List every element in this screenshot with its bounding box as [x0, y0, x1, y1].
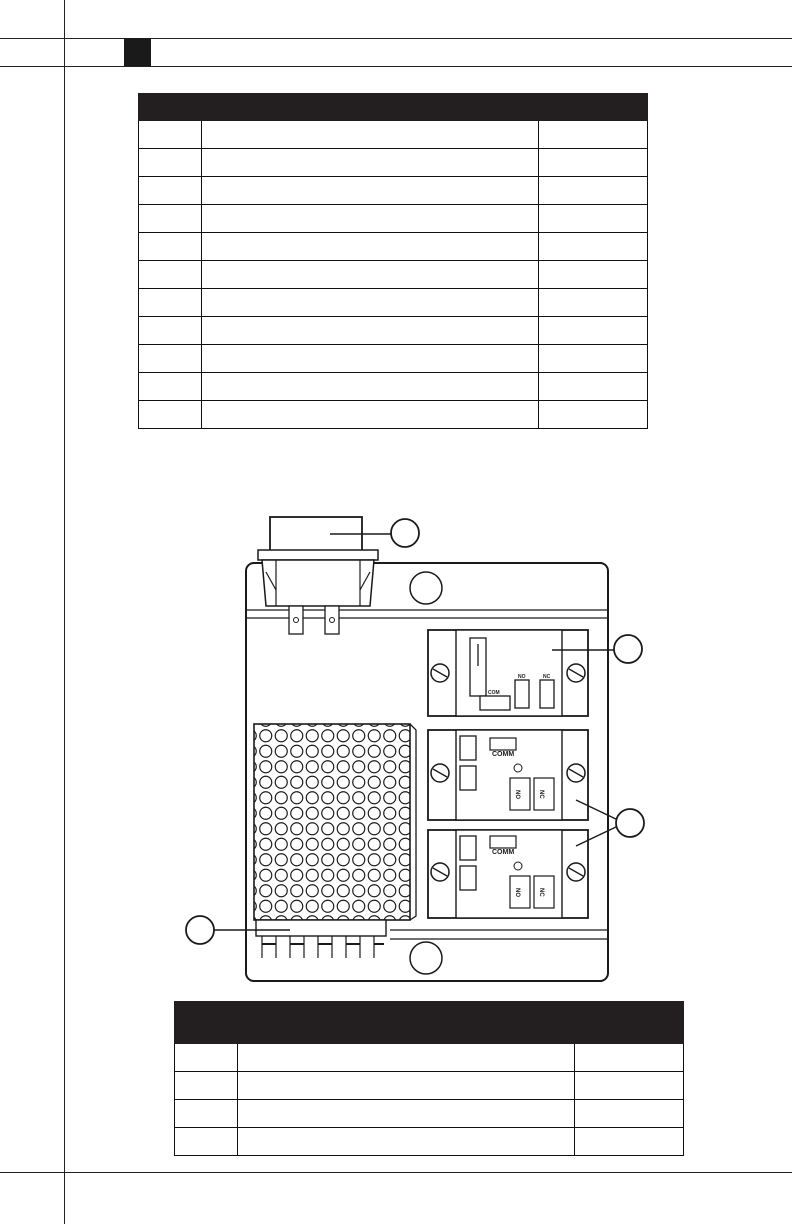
table-row [175, 1128, 684, 1156]
row-num [175, 1100, 238, 1128]
row-part [575, 1100, 684, 1128]
row-num [139, 121, 202, 149]
footer-rule [0, 1172, 792, 1173]
label-no: NO [518, 674, 526, 680]
table-row [139, 289, 648, 317]
row-description [202, 205, 539, 233]
header-num [175, 1002, 238, 1044]
mounting-hole-top [410, 572, 442, 604]
header-num [139, 94, 202, 121]
label-com: COM [488, 690, 500, 696]
table-row [139, 317, 648, 345]
row-description [202, 373, 539, 401]
table-row [139, 177, 648, 205]
top-rule [0, 38, 792, 39]
table-row [175, 1044, 684, 1072]
row-part [539, 233, 648, 261]
row-part [539, 317, 648, 345]
row-description [202, 345, 539, 373]
row-part [575, 1072, 684, 1100]
row-part [539, 401, 648, 429]
label-no: NO [514, 888, 520, 897]
row-part [539, 289, 648, 317]
row-part [539, 261, 648, 289]
table-row [139, 373, 648, 401]
table-row [139, 233, 648, 261]
row-num [139, 373, 202, 401]
relay-module-middle [428, 730, 588, 820]
row-num [139, 317, 202, 345]
header-description [238, 1002, 575, 1044]
relay-module-bottom [428, 830, 588, 918]
row-description [202, 317, 539, 345]
section-tab [124, 38, 151, 66]
row-num [139, 149, 202, 177]
row-description [238, 1128, 575, 1156]
table-row [139, 149, 648, 177]
mounting-hole-bottom [410, 942, 442, 974]
row-num [139, 261, 202, 289]
label-nc: NC [538, 888, 544, 897]
parts-table-bottom [174, 1001, 684, 1156]
row-description [238, 1044, 575, 1072]
table-row [139, 345, 648, 373]
row-num [139, 177, 202, 205]
row-part [539, 121, 648, 149]
row-num [139, 401, 202, 429]
row-num [175, 1128, 238, 1156]
table-row [139, 121, 648, 149]
label-comm: COMM [492, 849, 515, 856]
row-part [575, 1128, 684, 1156]
header-bottom-rule [0, 66, 792, 67]
row-description [202, 289, 539, 317]
table-row [139, 401, 648, 429]
relay-board-diagram [0, 505, 792, 995]
row-description [202, 261, 539, 289]
row-description [202, 121, 539, 149]
table-row [175, 1100, 684, 1128]
label-nc: NC [538, 790, 544, 799]
table-row [139, 205, 648, 233]
row-part [575, 1044, 684, 1072]
row-num [139, 205, 202, 233]
row-part [539, 177, 648, 205]
row-num [139, 233, 202, 261]
header-part [539, 94, 648, 121]
label-nc: NC [543, 674, 551, 680]
row-part [539, 345, 648, 373]
parts-table-top [138, 93, 648, 429]
row-num [175, 1044, 238, 1072]
row-description [202, 401, 539, 429]
table-header-row [139, 94, 648, 121]
row-description [238, 1100, 575, 1128]
row-description [202, 233, 539, 261]
row-description [238, 1072, 575, 1100]
label-comm: COMM [492, 751, 515, 758]
table-row [175, 1072, 684, 1100]
row-part [539, 205, 648, 233]
row-part [539, 149, 648, 177]
row-num [139, 345, 202, 373]
header-description [202, 94, 539, 121]
header-part [575, 1002, 684, 1044]
table-row [139, 261, 648, 289]
label-no: NO [514, 790, 520, 799]
row-description [202, 149, 539, 177]
row-num [175, 1072, 238, 1100]
row-num [139, 289, 202, 317]
relay-module-top [428, 630, 588, 716]
table-header-row [175, 1002, 684, 1044]
row-part [539, 373, 648, 401]
row-description [202, 177, 539, 205]
